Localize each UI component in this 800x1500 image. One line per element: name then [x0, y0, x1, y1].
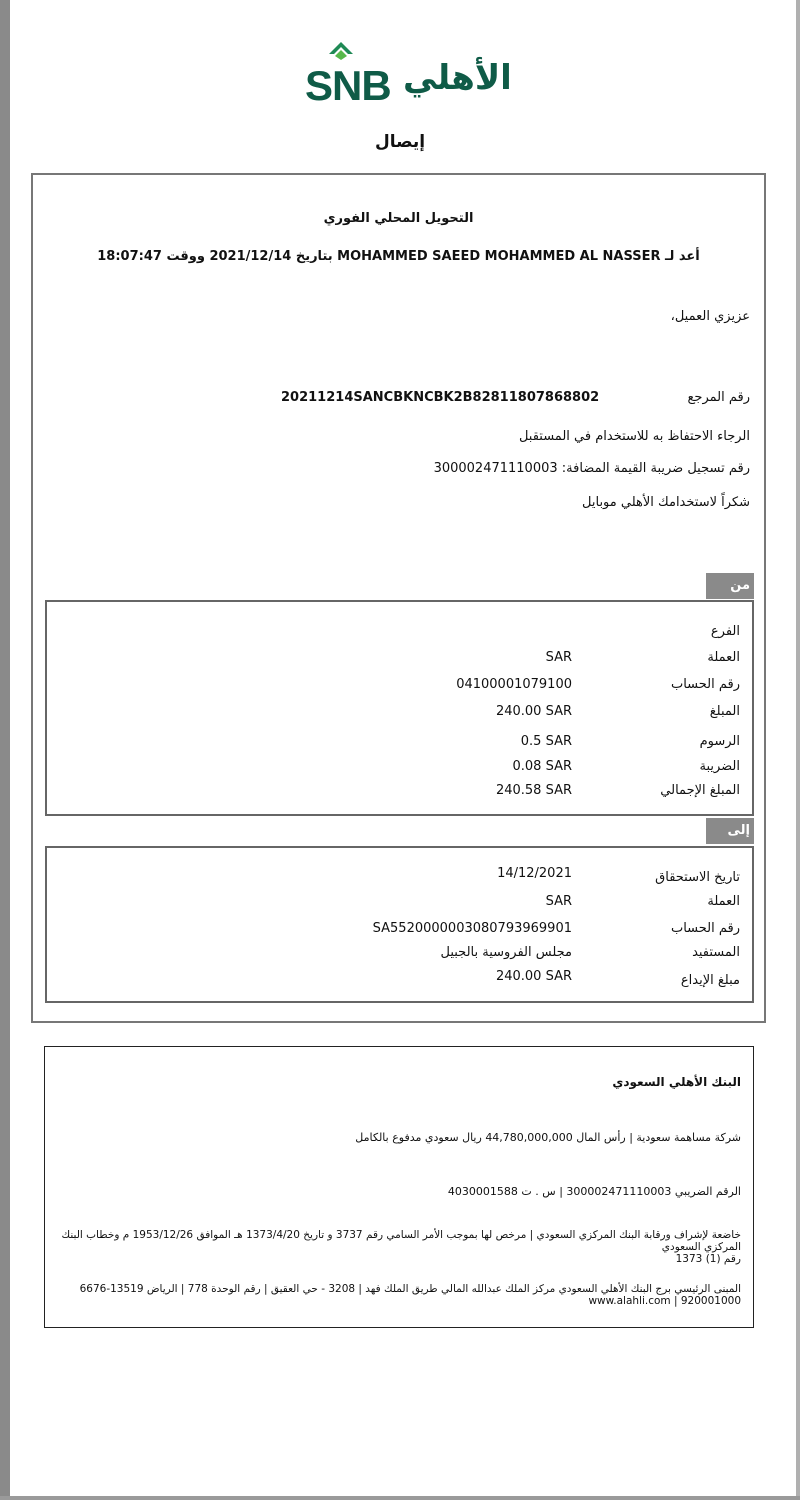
to-deposit-label: مبلغ الإيداع [680, 973, 740, 988]
to-section-tab: إلى [706, 818, 754, 844]
from-branch-label: الفرع [710, 624, 740, 639]
transfer-heading: التحويل المحلي الفوري [323, 211, 474, 226]
from-amount-label: المبلغ [709, 704, 740, 719]
footer-regulation [57, 1229, 741, 1265]
from-total-value: 240.58 SAR [495, 783, 572, 798]
from-section-box [45, 600, 754, 816]
to-due-date-value: 14/12/2021 [497, 866, 572, 881]
vat-line: رقم تسجيل ضريبة القيمة المضافة: 300002471110003 [433, 461, 750, 476]
from-fees-value: 0.5 SAR [520, 734, 572, 749]
from-total-label: المبلغ الإجمالي [660, 783, 740, 798]
scan-edge-right [796, 0, 800, 1500]
footer-address-line2: 920001000 | www.alahli.com [588, 1295, 741, 1307]
from-section-tab: من [706, 573, 754, 599]
footer-regulation-line2: رقم (1) 1373 [675, 1253, 741, 1265]
footer-bank-name: البنك الأهلي السعودي [612, 1075, 741, 1089]
logo-arabic-text: الأهلي [403, 58, 512, 98]
footer-tax: الرقم الضريبي 300002471110003 | س . ت 4030001588 [447, 1185, 741, 1198]
from-currency-value: SAR [545, 650, 572, 665]
to-due-date-label: تاريخ الاستحقاق [655, 870, 740, 885]
to-deposit-value: 240.00 SAR [495, 969, 572, 984]
from-currency-label: العملة [707, 650, 740, 665]
greeting: عزيزي العميل، [670, 309, 750, 324]
thanks-line: شكراً لاستخدامك الأهلي موبايل [582, 495, 750, 510]
to-currency-label: العملة [707, 894, 740, 909]
from-amount-value: 240.00 SAR [495, 704, 572, 719]
from-fees-label: الرسوم [699, 734, 740, 749]
to-account-label: رقم الحساب [670, 921, 740, 936]
from-account-value: 04100001079100 [456, 677, 572, 692]
keep-note: الرجاء الاحتفاظ به للاستخدام في المستقبل [518, 429, 750, 444]
footer-address [57, 1283, 741, 1307]
prepared-line: أعد لـ MOHAMMED SAEED MOHAMMED AL NASSER بتاريخ 2021/12/14 ووقت 18:07:47 [97, 249, 700, 264]
to-currency-value: SAR [545, 894, 572, 909]
footer-capital: شركة مساهمة سعودية | رأس المال 44,780,000,000 ريال سعودي مدفوع بالكامل [355, 1131, 741, 1144]
from-tax-value: 0.08 SAR [512, 759, 572, 774]
footer-regulation-line1: خاضعة لإشراف ورقابة البنك المركزي السعودي | مرخص لها بموجب الأمر السامي رقم 3737 و تاريخ 1373/4/20 هـ الموافق 1953/12/26 م وخطاب البنك المركزي السعودي [61, 1229, 741, 1253]
bank-footer [44, 1046, 754, 1328]
to-beneficiary-label: المستفيد [692, 945, 740, 960]
snb-logo [305, 40, 512, 112]
from-account-label: رقم الحساب [670, 677, 740, 692]
logo-latin-text: SNB [305, 62, 391, 109]
from-tax-label: الضريبة [699, 759, 740, 774]
reference-label: رقم المرجع [687, 390, 750, 405]
to-account-value: SA5520000003080793969901 [372, 921, 572, 936]
footer-address-line1: المبنى الرئيسي برج البنك الأهلي السعودي مركز الملك عبدالله المالي طريق الملك فهد | 3208 - حي العقيق | رقم الوحدة 778 | الرياض 13519-6676 [79, 1283, 741, 1295]
reference-value: 20211214SANCBKNCBK2B82811807868802 [281, 390, 600, 405]
scan-edge-bottom [0, 1496, 800, 1500]
page-title: إيصال [374, 132, 426, 152]
to-section-box [45, 846, 754, 1003]
scan-edge-left [0, 0, 10, 1500]
to-beneficiary-value: مجلس الفروسية بالجبيل [440, 945, 572, 960]
receipt-frame [31, 173, 766, 1023]
